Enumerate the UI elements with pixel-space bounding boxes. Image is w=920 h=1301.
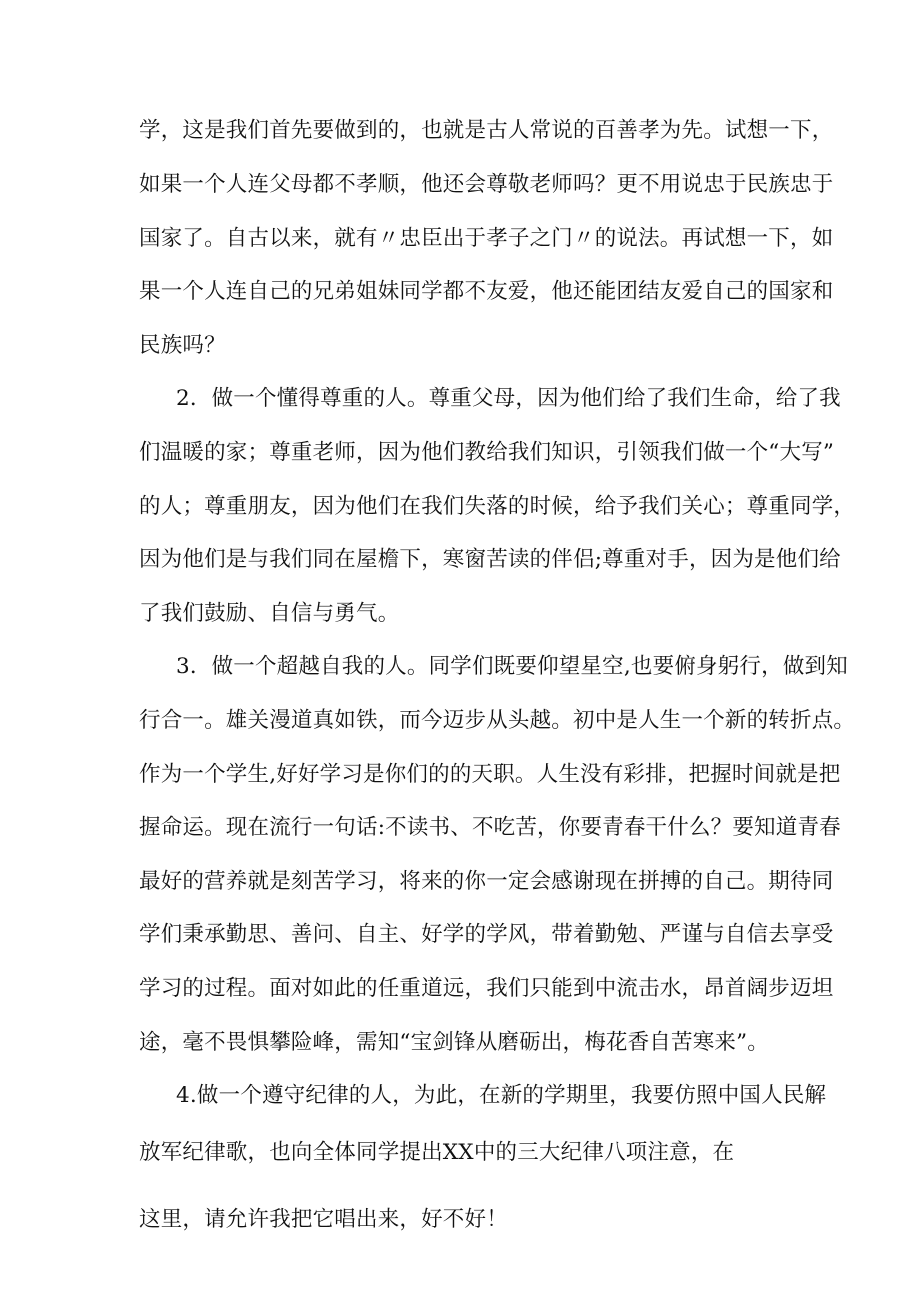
text-line: 如果一个人连父母都不孝顺，他还会尊敬老师吗？更不用说忠于民族忠于 <box>139 172 834 197</box>
text-line: 最好的营养就是刻苦学习，将来的你一定会感谢现在拼搏的自己。期待同 <box>139 869 834 894</box>
text-line: 学习的过程。面对如此的任重道远，我们只能到中流击水，昂首阔步迈坦 <box>139 976 834 1001</box>
text-line: 因为他们是与我们同在屋檐下，寒窗苦读的伴侣;尊重对手，因为是他们给 <box>139 547 841 572</box>
text-line: 握命运。现在流行一句话:不读书、不吃苦，你要青春干什么？要知道青春 <box>139 815 841 840</box>
text-line: 行合一。雄关漫道真如铁，而今迈步从头越。初中是人生一个新的转折点。 <box>139 708 856 733</box>
text-line: 的人；尊重朋友，因为他们在我们失落的时候，给予我们关心；尊重同学， <box>139 494 856 519</box>
text-line: 这里，请允许我把它唱出来，好不好！ <box>139 1207 508 1232</box>
text-line: 作为一个学生,好好学习是你们的的天职。人生没有彩排，把握时间就是把 <box>139 762 841 787</box>
text-line: 学，这是我们首先要做到的，也就是古人常说的百善孝为先。试想一下， <box>139 118 834 143</box>
text-line: 果一个人连自己的兄弟姐妹同学都不友爱，他还能团结友爱自己的国家和 <box>139 279 834 304</box>
paragraph-start-line: 4.做一个遵守纪律的人，为此，在新的学期里，我要仿照中国人民解 <box>176 1083 827 1108</box>
text-line: 们温暖的家；尊重老师，因为他们教给我们知识，引领我们做一个“大写” <box>139 440 835 465</box>
text-line: 民族吗？ <box>139 333 226 358</box>
text-line: 途，毫不畏惧攀险峰，需知“宝剑锋从磨砺出，梅花香自苦寒来”。 <box>139 1030 769 1055</box>
text-line: 了我们鼓励、自信与勇气。 <box>139 601 400 626</box>
paragraph-start-line: 2．做一个懂得尊重的人。尊重父母，因为他们给了我们生命，给了我 <box>176 386 841 411</box>
paragraph-start-line: 3．做一个超越自我的人。同学们既要仰望星空,也要俯身躬行，做到知 <box>176 654 848 679</box>
text-line: 放军纪律歌，也向全体同学提出XX中的三大纪律八项注意，在 <box>139 1140 735 1165</box>
text-line: 学们秉承勤思、善问、自主、好学的学风，带着勤勉、严谨与自信去享受 <box>139 922 834 947</box>
text-line: 国家了。自古以来，就有〃忠臣出于孝子之门〃的说法。再试想一下，如 <box>139 226 834 251</box>
